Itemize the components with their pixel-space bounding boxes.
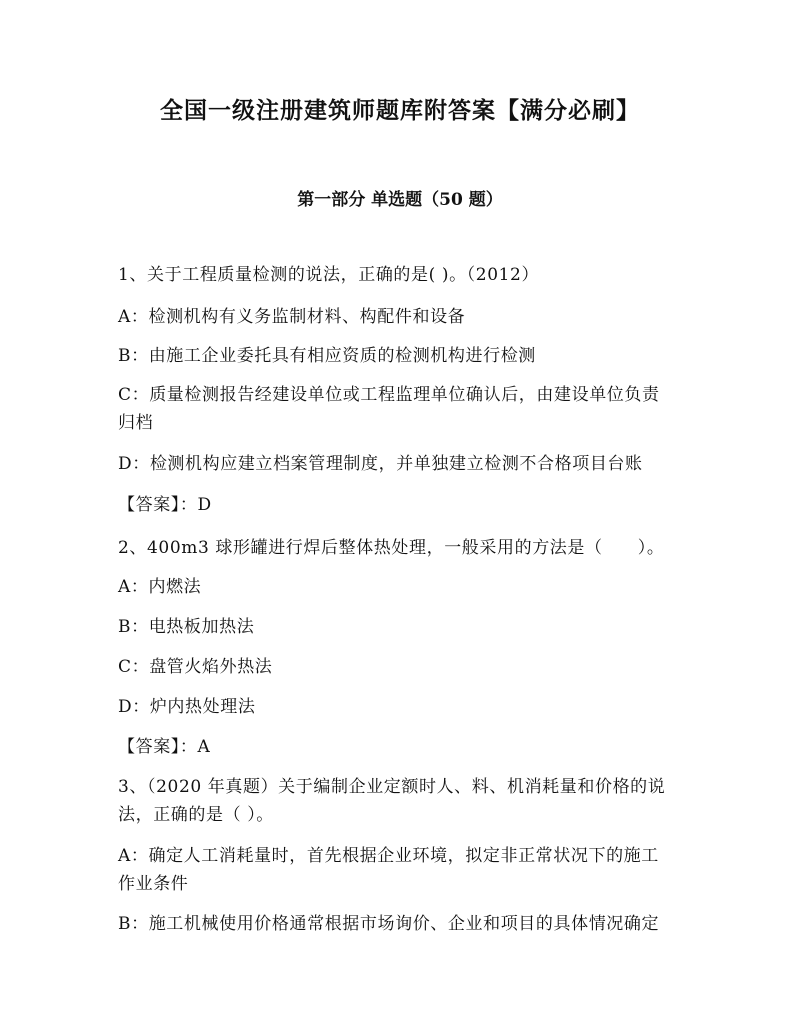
question-3-stem: 3、（2020 年真题）关于编制企业定额时人、料、机消耗量和价格的说	[118, 777, 666, 797]
question-1-option-d: D：检测机构应建立档案管理制度，并单独建立检测不合格项目台账	[118, 454, 643, 474]
question-2-stem: 2、400m3 球形罐进行焊后整体热处理，一般采用的方法是（ ）。	[118, 538, 665, 558]
question-2-option-a: A：内燃法	[118, 577, 202, 597]
question-2-option-b: B：电热板加热法	[118, 617, 255, 637]
question-2-option-d: D：炉内热处理法	[118, 697, 256, 717]
question-1-stem: 1、关于工程质量检测的说法，正确的是( )。（2012）	[118, 265, 540, 285]
question-2-option-c: C：盘管火焰外热法	[118, 657, 273, 677]
question-3-option-a: A：确定人工消耗量时，首先根据企业环境，拟定非正常状况下的施工	[118, 846, 659, 866]
question-1-option-a: A：检测机构有义务监制材料、构配件和设备	[118, 307, 466, 327]
question-2-answer: 【答案】：A	[118, 737, 211, 757]
question-1-option-c-continued: 归档	[118, 413, 154, 433]
question-1-option-b: B：由施工企业委托具有相应资质的检测机构进行检测	[118, 346, 536, 366]
section-heading: 第一部分 单选题（50 题）	[297, 190, 503, 210]
document-title: 全国一级注册建筑师题库附答案【满分必刷】	[160, 97, 640, 124]
question-1-answer: 【答案】：D	[118, 495, 212, 515]
question-3-option-a-continued: 作业条件	[118, 874, 189, 894]
question-3-stem-continued: 法，正确的是（ ）。	[118, 805, 274, 825]
question-3-option-b: B：施工机械使用价格通常根据市场询价、企业和项目的具体情况确定	[118, 914, 660, 934]
question-1-option-c: C：质量检测报告经建设单位或工程监理单位确认后，由建设单位负责	[118, 385, 660, 405]
